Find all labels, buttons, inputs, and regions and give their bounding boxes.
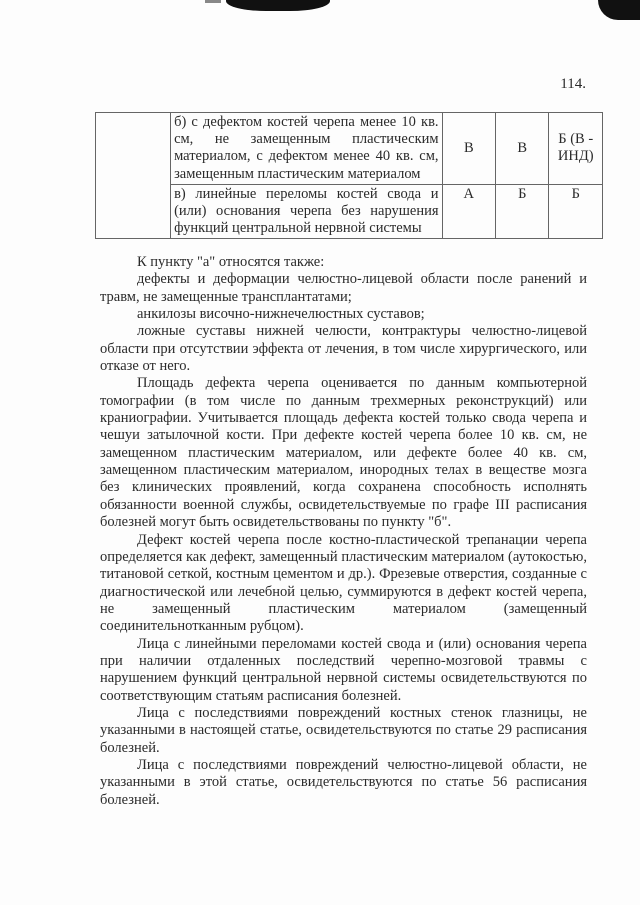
column-1-cell: А xyxy=(442,184,495,239)
column-3-cell: Б xyxy=(549,184,603,239)
column-2-cell: Б xyxy=(496,184,549,239)
category-cell xyxy=(96,113,171,239)
paragraph: Лица с линейными переломами костей свода и (или) основания черепа при наличии отдаленных последствий черепно-мозговой травмы с нарушением функций центральной нервной системы освидетельствуются по соответствующим статьям расписания болезней. xyxy=(100,635,587,704)
paragraph: Площадь дефекта черепа оценивается по данным компьютерной томографии (в том числе по данным трехмерных реконструкций) или краниографии. Учитывается площадь дефекта костей только свода черепа и чешуи затылочной кости. При дефекте костей черепа более 10 кв. см, не замещенном пластическим материалом, или дефекте более 40 кв. см, замещенном пластическим материалом, инородных телах в веществе мозга без клинических проявлений, когда сохранена способность исполнять обязанности военной службы, освидетельствуемые по графе III расписания болезней могут быть освидетельствованы по пункту "б". xyxy=(100,375,587,531)
page-number: 114. xyxy=(560,76,586,92)
body-text xyxy=(100,254,587,809)
table-row xyxy=(96,113,603,185)
table-row xyxy=(96,184,603,239)
scan-artifact xyxy=(598,0,640,20)
description-cell: б) с дефектом костей черепа менее 10 кв. см, не замещенным пластическим материалом, с дефектом менее 40 кв. см, замещенным пластическим материалом xyxy=(171,113,442,185)
column-1-cell: В xyxy=(442,113,495,185)
paragraph: К пункту "а" относятся также: xyxy=(137,254,325,270)
description-cell: в) линейные переломы костей свода и (или) основания черепа без нарушения функций центральной нервной системы xyxy=(171,184,442,239)
column-2-cell: В xyxy=(496,113,549,185)
schedule-table xyxy=(95,112,603,239)
paragraph: ложные суставы нижней челюсти, контрактуры челюстно-лицевой области при отсутствии эффекта от лечения, в том числе хирургического, или отказе от него. xyxy=(100,323,587,375)
paragraph: анкилозы височно-нижнечелюстных суставов; xyxy=(137,306,425,323)
paragraph: Лица с последствиями повреждений челюстно-лицевой области, не указанными в этой статье, освидетельствуются по статье 56 расписания болезней. xyxy=(100,756,587,808)
paragraph: дефекты и деформации челюстно-лицевой области после ранений и травм, не замещенные трансплантатами; xyxy=(100,271,587,305)
column-3-cell: Б (В - ИНД) xyxy=(549,113,603,185)
paragraph: Дефект костей черепа после костно-пластической трепанации черепа определяется как дефект, замещенный пластическим материалом (аутокостью, титановой сеткой, костным цементом и др.). Фрезевые отверстия, созданные с диагностической или лечебной целью, суммируются в дефект костей черепа, не замещенный пластическим материалом (замещенный соединительнотканным рубцом). xyxy=(100,531,587,635)
scan-artifact xyxy=(226,0,330,11)
paragraph: Лица с последствиями повреждений костных стенок глазницы, не указанными в настоящей статье, освидетельствуются по статье 29 расписания болезней. xyxy=(100,704,587,756)
scan-artifact xyxy=(205,0,221,3)
